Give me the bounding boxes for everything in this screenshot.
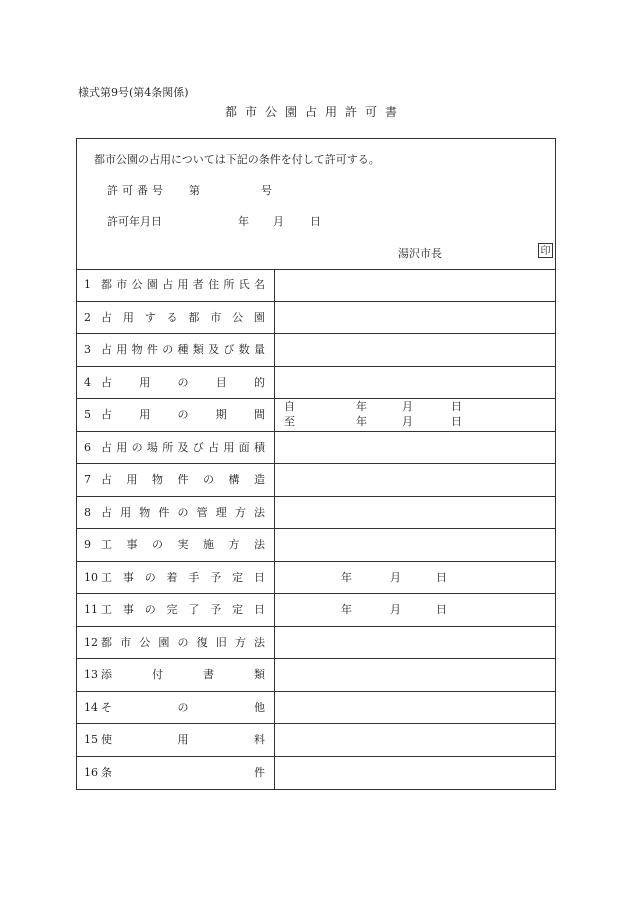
period-day-unit: 日 (451, 415, 462, 428)
row-label: 工 事 の 実 施 方 法 (101, 538, 265, 551)
row-number: 15 (84, 733, 98, 746)
period-from-label: 自 (284, 400, 295, 413)
row-number: 13 (84, 668, 98, 681)
permit-number-label: 許可番号 (107, 184, 167, 197)
permit-date-day-unit: 日 (310, 215, 321, 228)
period-year-unit: 年 (356, 400, 367, 413)
column-divider (274, 302, 275, 334)
table-row (77, 464, 555, 497)
row-label: そ の 他 (101, 700, 265, 714)
row-number: 16 (84, 765, 98, 779)
table-row (77, 659, 555, 692)
issuer-title: 湯沢市長 (398, 247, 442, 260)
row-label: 占 用 す る 都 市 公 園 (101, 310, 265, 324)
row-number: 8 (84, 505, 91, 519)
column-divider (274, 724, 275, 756)
row-number: 10 (84, 570, 98, 584)
permit-number-prefix: 第 (189, 184, 200, 197)
period-month-unit: 月 (402, 415, 413, 428)
column-divider (274, 529, 275, 561)
table-row (77, 399, 555, 432)
permit-number-suffix: 号 (261, 184, 272, 197)
permit-date-year-unit: 年 (238, 215, 249, 228)
scheduled-year-unit: 年 (341, 603, 352, 616)
period-day-unit: 日 (451, 400, 462, 413)
permit-items-table (77, 269, 555, 789)
row-number: 11 (84, 603, 98, 616)
row-label: 占 用 物 件 の 管 理 方 法 (101, 505, 265, 519)
period-to-line (284, 415, 484, 429)
table-row (77, 497, 555, 530)
form-number-label: 様式第9号(第4条関係) (78, 86, 189, 99)
row-label: 占 用 の 場 所 及 び 占 用 面 積 (101, 440, 265, 454)
row-number: 12 (84, 635, 98, 649)
permit-statement: 都市公園の占用については下記の条件を付して許可する。 (94, 153, 380, 166)
row-number: 9 (84, 538, 91, 551)
column-divider (274, 464, 275, 496)
column-divider (274, 659, 275, 691)
document-title: 都市公園占用許可書 (224, 105, 405, 119)
row-number: 3 (84, 343, 91, 356)
table-row (77, 334, 555, 367)
column-divider (274, 399, 275, 431)
permit-date-label: 許可年月日 (107, 215, 162, 228)
table-row (77, 724, 555, 757)
row-number: 5 (84, 408, 91, 421)
column-divider (274, 594, 275, 626)
permit-number-line (107, 182, 272, 198)
permit-form (76, 138, 556, 790)
column-divider (274, 562, 275, 594)
column-divider (274, 497, 275, 529)
row-label: 条 件 (101, 765, 265, 779)
permit-date-month-unit: 月 (273, 215, 284, 228)
column-divider (274, 757, 275, 790)
table-row (77, 529, 555, 562)
table-row (77, 692, 555, 725)
period-year-unit: 年 (356, 415, 367, 428)
permit-date-line (107, 213, 321, 229)
table-row (77, 367, 555, 400)
scheduled-month-unit: 月 (390, 570, 401, 584)
period-from-line (284, 400, 484, 414)
table-row (77, 302, 555, 335)
table-row (77, 594, 555, 627)
table-row (77, 269, 555, 302)
column-divider (274, 334, 275, 366)
period-month-unit: 月 (402, 400, 413, 413)
row-label: 工 事 の 完 了 予 定 日 (101, 603, 265, 616)
column-divider (274, 432, 275, 464)
row-label: 都 市 公 園 占 用 者 住 所 氏 名 (101, 278, 265, 291)
column-divider (274, 269, 275, 301)
row-label: 占 用 の 期 間 (101, 408, 265, 421)
row-number: 1 (84, 278, 91, 291)
row-number: 14 (84, 700, 98, 714)
table-row (77, 562, 555, 595)
row-label: 添 付 書 類 (101, 668, 265, 681)
row-label: 使 用 料 (101, 733, 265, 746)
scheduled-day-unit: 日 (436, 603, 447, 616)
scheduled-month-unit: 月 (390, 603, 401, 616)
table-row (77, 627, 555, 660)
row-number: 4 (84, 375, 91, 389)
column-divider (274, 367, 275, 399)
scheduled-year-unit: 年 (341, 570, 352, 584)
table-row (77, 757, 555, 790)
row-number: 7 (84, 473, 91, 486)
row-number: 2 (84, 310, 91, 324)
row-number: 6 (84, 440, 91, 454)
row-label: 占 用 の 目 的 (101, 375, 265, 389)
period-to-label: 至 (284, 415, 295, 428)
scheduled-day-unit: 日 (436, 570, 447, 584)
row-label: 占 用 物 件 の 構 造 (101, 473, 265, 486)
table-row (77, 432, 555, 465)
row-label: 都 市 公 園 の 復 旧 方 法 (101, 635, 265, 649)
row-label: 占 用 物 件 の 種 類 及 び 数 量 (101, 343, 265, 356)
seal-stamp: 印 (538, 243, 553, 258)
row-label: 工 事 の 着 手 予 定 日 (101, 570, 265, 584)
column-divider (274, 627, 275, 659)
column-divider (274, 692, 275, 724)
permit-header-block (77, 139, 555, 270)
